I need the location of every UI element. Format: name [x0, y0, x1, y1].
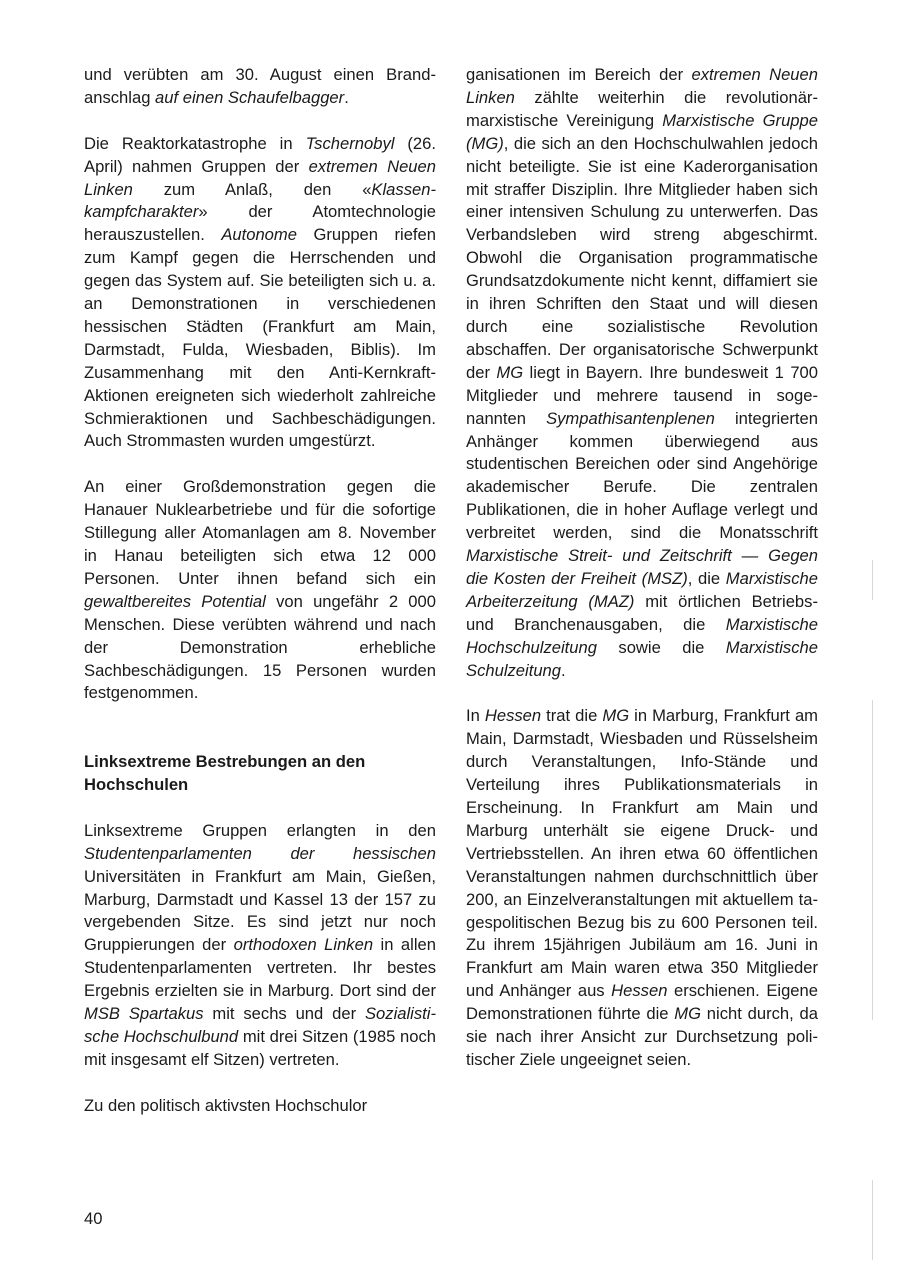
- paragraph: Die Reaktorkatastrophe in Tschernobyl (26. April) nahmen Gruppen der extremen Neuen Linken zum Anlaß, den «Klassenkampfcharakter» der Atomtechnologie herauszustellen. Autonome Gruppen riefen zum Kampf gegen die Herrschenden und gegen das System auf. Sie beteiligten sich u. a. an Demonstrationen in verschiedenen hessischen Städten (Frankfurt am Main, Darmstadt, Fulda, Wiesbaden, Biblis). Im Zusammenhang mit den Anti-Kernkraft-Aktionen ereigneten sich wiederholt zahlreiche Schmieraktionen und Sachbeschädigungen. Auch Strommasten wurden umgestürzt.: [84, 133, 436, 451]
- scan-edge-mark: [872, 700, 873, 1020]
- italic-term: MG: [674, 1004, 702, 1024]
- paragraph: Zu den politisch aktivsten Hochschulor: [84, 1095, 368, 1115]
- italic-term: MSB Spartakus: [84, 1004, 204, 1024]
- italic-term: orthodoxen Linken: [233, 935, 374, 955]
- scan-edge-mark: [872, 1180, 873, 1260]
- italic-term: extremen Neuen Linken: [84, 156, 436, 199]
- italic-term: auf einen Schaufelbagger: [155, 87, 345, 107]
- right-column: [466, 64, 818, 1072]
- italic-term: Marxistische Arbeiterzeitung (MAZ): [466, 568, 818, 611]
- italic-term: MG: [496, 362, 524, 382]
- italic-term: gewaltbereites Potential: [84, 591, 266, 611]
- italic-term: Marxistische Streit- und Zeitschrift — Gegen die Kosten der Freiheit (MSZ): [466, 546, 818, 588]
- italic-term: Sympathisantenplenen: [546, 408, 715, 428]
- paragraph: und verübten am 30. August einen Brandanschlag auf einen Schaufelbagger.: [84, 65, 436, 107]
- italic-term: Tschernobyl: [305, 133, 395, 153]
- section-heading: Linksextreme Bestrebungen an den Hochschulen: [84, 752, 366, 795]
- italic-term: Sozialistische Hochschulbund: [84, 1004, 436, 1046]
- italic-term: Marxistische Gruppe (MG): [466, 110, 818, 153]
- italic-term: Autonome: [221, 225, 297, 245]
- scan-edge-mark: [872, 560, 873, 600]
- italic-term: Marxistische Hochschulzeitung: [466, 614, 818, 657]
- paragraph: An einer Großdemonstration gegen die Hanauer Nuklearbetriebe und für die sofortige Stillegung aller Atomanlagen am 8. November in Hanau beteiligten sich etwa 12 000 Personen. Unter ihnen befand sich ein gewaltbereites Potential von ungefähr 2 000 Menschen. Diese verübten während und nach der Demonstration erhebliche Sachbeschädigungen. 15 Personen wurden festgenommen.: [84, 477, 436, 703]
- italic-term: Hessen: [484, 706, 542, 726]
- italic-term: Hessen: [611, 981, 668, 1001]
- italic-term: extremen Neuen Linken: [466, 65, 818, 107]
- page-number: 40: [84, 1209, 103, 1228]
- left-column: [84, 64, 436, 1118]
- paragraph: In Hessen trat die MG in Marburg, Frankfurt am Main, Darmstadt, Wiesbaden und Rüsselsheim durch Veranstaltungen, Info-Stände und Verteilung ihres Publikationsmaterials in Erscheinung. In Frankfurt am Main und Marburg unterhält sie eigene Druck- und Vertriebsstellen. An ihren etwa 60 öffentlichen Veranstaltungen nahmen durchschnittlich über 200, an Einzelveranstaltungen mit aktuellem tagespolitischen Bezug bis zu 600 Personen teil. Zu ihrem 15jährigen Jubiläum am 16. Juni in Frankfurt am Main waren etwa 350 Mitglieder und Anhänger aus Hessen erschienen. Eigene Demonstrationen führte die MG nicht durch, da sie nach ihrer Ansicht zur Durchsetzung politischer Ziele ungeeignet seien.: [466, 706, 819, 1069]
- paragraph: Linksextreme Gruppen erlangten in den Studentenparlamenten der hessischen Universitäten in Frankfurt am Main, Gießen, Marburg, Darmstadt und Kassel 13 der 157 zu vergebenden Sitze. Es sind jetzt nur noch Gruppierungen der orthodoxen Linken in allen Studentenparlamenten vertreten. Ihr bestes Ergebnis erzielten sie in Marburg. Dort sind der MSB Spartakus mit sechs und der Sozialistische Hochschulbund mit drei Sitzen (1985 noch mit insgesamt elf Sitzen) vertreten.: [84, 820, 436, 1069]
- italic-term: MG: [602, 706, 630, 726]
- paragraph: ganisationen im Bereich der extremen Neuen Linken zählte weiterhin die revolutionär-marxistische Vereinigung Marxistische Gruppe (MG), die sich an den Hochschulwahlen jedoch nicht beteiligte. Sie ist eine Kaderorganisation mit straffer Disziplin. Ihre Mitglieder haben sich einer intensiven Schulung zu unterwerfen. Das Verbandsleben wird streng abgeschirmt. Obwohl die Organisation programmatische Grundsatzdokumente nicht kennt, diffamiert sie in ihren Schriften den Staat und will diesen durch eine sozialistische Revolution abschaffen. Der organisatorische Schwerpunkt der MG liegt in Bayern. Ihre bundesweit 1 700 Mitglieder und mehrere tausend in sogenannten Sympathisantenplenen integrierten Anhänger kommen überwiegend aus studentischen Bereichen oder sind Angehörige akademischer Berufe. Die zentralen Publikationen, die in hoher Auflage verlegt und verbreitet werden, sind die Monatsschrift Marxistische Streit- und Zeitschrift — Gegen die Kosten der Freiheit (MSZ), die Marxistische Arbeiterzeitung (MAZ) mit örtlichen Betriebs- und Branchenausgaben, die Marxistische Hochschulzeitung sowie die Marxistische Schulzeitung.: [466, 65, 819, 680]
- italic-term: Studentenparlamenten der hessischen: [84, 843, 436, 863]
- italic-term: Klassenkampfcharakter: [84, 179, 436, 222]
- italic-term: Marxistische Schulzeitung: [466, 637, 818, 680]
